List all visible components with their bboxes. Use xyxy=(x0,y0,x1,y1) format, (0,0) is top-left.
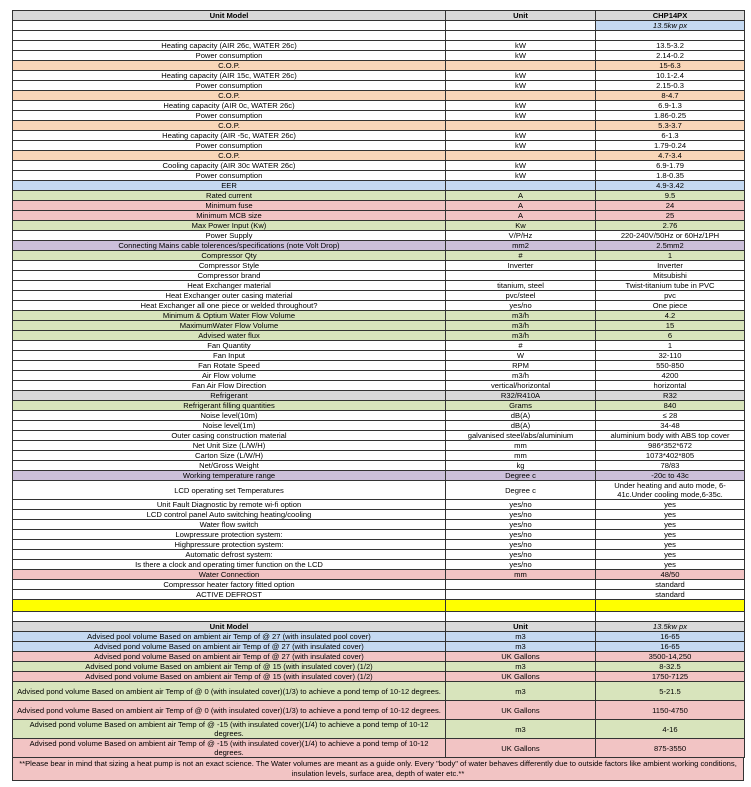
spec-value: pvc xyxy=(596,291,745,301)
spec-label: Working temperature range xyxy=(13,471,446,481)
spec-unit: kW xyxy=(446,141,596,151)
spec-row xyxy=(13,441,745,451)
separator-cell xyxy=(446,612,596,622)
spec-row xyxy=(13,520,745,530)
spec-label: Minimum MCB size xyxy=(13,211,446,221)
spec-value: Twist-titanium tube in PVC xyxy=(596,281,745,291)
spec-label: Minimum fuse xyxy=(13,201,446,211)
spec-value: 2.5mm2 xyxy=(596,241,745,251)
spec-label: Unit Fault Diagnostic by remote wi-fi option xyxy=(13,500,446,510)
spec-row xyxy=(13,101,745,111)
spec-value: yes xyxy=(596,530,745,540)
spec-value: One piece xyxy=(596,301,745,311)
spec-value: 34-48 xyxy=(596,421,745,431)
spec-value: 15 xyxy=(596,321,745,331)
spec-value: 4.9-3.42 xyxy=(596,181,745,191)
spec-row xyxy=(13,151,745,161)
spec-row xyxy=(13,371,745,381)
spec-label: ACTIVE DEFROST xyxy=(13,590,446,600)
spec-value: Mitsubishi xyxy=(596,271,745,281)
spec-label: Power consumption xyxy=(13,111,446,121)
spec-row xyxy=(13,580,745,590)
spec-row xyxy=(13,550,745,560)
spec-value: 1 xyxy=(596,251,745,261)
spec-row xyxy=(13,301,745,311)
header-model-size: 13.5kw px xyxy=(596,622,745,632)
spec-label: Net/Gross Weight xyxy=(13,461,446,471)
spec-unit xyxy=(446,590,596,600)
spec-value: 1 xyxy=(596,341,745,351)
spec-label: Advised pond volume Based on ambient air Temp of @ 0 (with insulated cover)(1/3) to achieve a pond temp of 10-12 degrees. xyxy=(13,701,446,720)
spec-row xyxy=(13,181,745,191)
spec-row xyxy=(13,191,745,201)
spec-label: Compressor brand xyxy=(13,271,446,281)
spec-unit: UK Gallons xyxy=(446,652,596,662)
spec-label: Water flow switch xyxy=(13,520,446,530)
separator-cell xyxy=(446,600,596,612)
separator-cell xyxy=(596,612,745,622)
spec-unit: m3 xyxy=(446,642,596,652)
spec-label: Air Flow volume xyxy=(13,371,446,381)
spec-unit: kW xyxy=(446,71,596,81)
spec-unit: kW xyxy=(446,51,596,61)
spec-row xyxy=(13,331,745,341)
spec-unit: galvanised steel/abs/aluminium xyxy=(446,431,596,441)
spec-value: aluminium body with ABS top cover xyxy=(596,431,745,441)
spec-value: 16-65 xyxy=(596,642,745,652)
spec-value: yes xyxy=(596,550,745,560)
spec-label: Fan Input xyxy=(13,351,446,361)
spec-row xyxy=(13,411,745,421)
spec-unit: Grams xyxy=(446,401,596,411)
spec-label: Power consumption xyxy=(13,51,446,61)
spec-row xyxy=(13,361,745,371)
spec-row xyxy=(13,271,745,281)
volume-header-row xyxy=(13,622,745,632)
spec-label: LCD control panel Auto switching heating/cooling xyxy=(13,510,446,520)
spec-label: Max Power Input (Kw) xyxy=(13,221,446,231)
spec-value: 4.7-3.4 xyxy=(596,151,745,161)
spec-label: Noise level(10m) xyxy=(13,411,446,421)
spec-value: 840 xyxy=(596,401,745,411)
spec-value: ≤ 28 xyxy=(596,411,745,421)
spec-unit: yes/no xyxy=(446,540,596,550)
spec-row xyxy=(13,510,745,520)
spec-label: Refrigerant xyxy=(13,391,446,401)
spec-label: LCD operating set Temperatures xyxy=(13,481,446,500)
spec-label: Advised pool volume Based on ambient air Temp of @ 27 (with insulated pool cover) xyxy=(13,632,446,642)
spec-unit: yes/no xyxy=(446,520,596,530)
spec-label: Is there a clock and operating timer function on the LCD xyxy=(13,560,446,570)
spec-row xyxy=(13,391,745,401)
spec-unit: yes/no xyxy=(446,500,596,510)
spec-row xyxy=(13,570,745,580)
spec-unit: kg xyxy=(446,461,596,471)
spec-value: yes xyxy=(596,520,745,530)
spec-row xyxy=(13,401,745,411)
spec-value: 10.1-2.4 xyxy=(596,71,745,81)
spec-row xyxy=(13,341,745,351)
spec-unit xyxy=(446,580,596,590)
spec-value: 5.3-3.7 xyxy=(596,121,745,131)
volume-row xyxy=(13,652,745,662)
separator-cell xyxy=(13,612,446,622)
spec-label: Compressor heater factory fitted option xyxy=(13,580,446,590)
spec-row xyxy=(13,231,745,241)
spec-value: 1150-4750 xyxy=(596,701,745,720)
spec-label: Carton Size (L/W/H) xyxy=(13,451,446,461)
spec-row xyxy=(13,311,745,321)
spec-label: Power consumption xyxy=(13,81,446,91)
spec-value: yes xyxy=(596,540,745,550)
spec-value: 1073*402*805 xyxy=(596,451,745,461)
spec-label: Advised water flux xyxy=(13,331,446,341)
spec-unit: kW xyxy=(446,101,596,111)
spec-unit: # xyxy=(446,251,596,261)
yellow-separator-row xyxy=(13,600,745,612)
spec-unit: Inverter xyxy=(446,261,596,271)
spec-subheader-row xyxy=(13,21,745,31)
spec-label: Refrigerant filling quantities xyxy=(13,401,446,411)
spec-unit: yes/no xyxy=(446,550,596,560)
volume-row xyxy=(13,662,745,672)
volume-row xyxy=(13,632,745,642)
volume-row xyxy=(13,720,745,739)
spec-label: Heating capacity (AIR 26c, WATER 26c) xyxy=(13,41,446,51)
volume-row xyxy=(13,672,745,682)
spec-label: Fan Rotate Speed xyxy=(13,361,446,371)
spec-row xyxy=(13,590,745,600)
spec-row xyxy=(13,481,745,500)
spec-value: 875-3550 xyxy=(596,739,745,758)
spec-row xyxy=(13,141,745,151)
spec-label: Advised pond volume Based on ambient air Temp of @ 15 (with insulated cover) (1/2) xyxy=(13,672,446,682)
spec-unit: kW xyxy=(446,131,596,141)
spec-value: standard xyxy=(596,590,745,600)
spec-label: Fan Quantity xyxy=(13,341,446,351)
spec-unit: A xyxy=(446,191,596,201)
spec-unit: m3/h xyxy=(446,321,596,331)
volume-row xyxy=(13,682,745,701)
spec-row xyxy=(13,431,745,441)
spec-value: 1750-7125 xyxy=(596,672,745,682)
spec-unit: m3 xyxy=(446,720,596,739)
spec-unit: yes/no xyxy=(446,530,596,540)
spec-label: Advised pond volume Based on ambient air Temp of @ 0 (with insulated cover)(1/3) to achieve a pond temp of 10-12 degrees. xyxy=(13,682,446,701)
spec-value: 48/50 xyxy=(596,570,745,580)
spec-row xyxy=(13,91,745,101)
spec-row xyxy=(13,81,745,91)
spec-unit: Degree c xyxy=(446,481,596,500)
spec-label: Compressor Style xyxy=(13,261,446,271)
header-model: CHP14PX xyxy=(596,11,745,21)
spec-value: 6 xyxy=(596,331,745,341)
spec-unit: m3 xyxy=(446,662,596,672)
spec-value: Inverter xyxy=(596,261,745,271)
spec-unit: # xyxy=(446,341,596,351)
spec-unit: kW xyxy=(446,81,596,91)
spec-value: 15-6.3 xyxy=(596,61,745,71)
spec-value: -20c to 43c xyxy=(596,471,745,481)
spec-row xyxy=(13,461,745,471)
spec-label: Compressor Qty xyxy=(13,251,446,261)
spec-label: Power consumption xyxy=(13,141,446,151)
spec-unit: Degree c xyxy=(446,471,596,481)
spec-label xyxy=(13,31,446,41)
spec-row xyxy=(13,421,745,431)
volume-row xyxy=(13,701,745,720)
spec-row xyxy=(13,61,745,71)
spec-label: Advised pond volume Based on ambient air Temp of @ 27 (with insulated cover) xyxy=(13,642,446,652)
spec-unit: titanium, steel xyxy=(446,281,596,291)
spec-label: Advised pond volume Based on ambient air Temp of @ -15 (with insulated cover)(1/4) to achieve a pond temp of 10-12 degrees. xyxy=(13,720,446,739)
spec-value: 9.5 xyxy=(596,191,745,201)
spec-value: 220-240V/50Hz or 60Hz/1PH xyxy=(596,231,745,241)
spec-value: 8-4.7 xyxy=(596,91,745,101)
spec-unit: mm xyxy=(446,451,596,461)
spec-unit: UK Gallons xyxy=(446,672,596,682)
spec-value: 1.8-0.35 xyxy=(596,171,745,181)
spec-unit: kW xyxy=(446,161,596,171)
spec-row xyxy=(13,71,745,81)
spec-row xyxy=(13,201,745,211)
spec-row xyxy=(13,121,745,131)
spec-label: Advised pond volume Based on ambient air Temp of @ -15 (with insulated cover)(1/4) to achieve a pond temp of 10-12 degrees. xyxy=(13,739,446,758)
spec-unit: kW xyxy=(446,41,596,51)
spec-label: Heat Exchanger all one piece or welded throughout? xyxy=(13,301,446,311)
spec-value: Under heating and auto mode, 6-41c.Under cooling mode,6-35c. xyxy=(596,481,745,500)
spec-value xyxy=(596,31,745,41)
header-unit: Unit xyxy=(446,11,596,21)
spec-value: R32 xyxy=(596,391,745,401)
spec-unit: yes/no xyxy=(446,510,596,520)
spec-row xyxy=(13,451,745,461)
spec-row xyxy=(13,281,745,291)
subheader-blank-1 xyxy=(13,21,446,31)
spec-row xyxy=(13,161,745,171)
spec-value: horizontal xyxy=(596,381,745,391)
spec-label: Heating capacity (AIR 0c, WATER 26c) xyxy=(13,101,446,111)
spec-row xyxy=(13,251,745,261)
spec-label: Advised pond volume Based on ambient air Temp of @ 27 (with insulated cover) xyxy=(13,652,446,662)
spec-value: 6-1.3 xyxy=(596,131,745,141)
spec-value: yes xyxy=(596,560,745,570)
spec-row xyxy=(13,351,745,361)
spec-value: 24 xyxy=(596,201,745,211)
spec-unit: RPM xyxy=(446,361,596,371)
spec-row xyxy=(13,111,745,121)
spec-value: 78/83 xyxy=(596,461,745,471)
spec-unit: mm xyxy=(446,441,596,451)
spec-unit: m3 xyxy=(446,682,596,701)
spec-unit: pvc/steel xyxy=(446,291,596,301)
spec-unit xyxy=(446,121,596,131)
spec-unit: m3/h xyxy=(446,331,596,341)
spec-label: Advised pond volume Based on ambient air Temp of @ 15 (with insulated cover) (1/2) xyxy=(13,662,446,672)
spec-value: 8-32.5 xyxy=(596,662,745,672)
spec-row xyxy=(13,560,745,570)
spec-row xyxy=(13,261,745,271)
spec-unit: vertical/horizontal xyxy=(446,381,596,391)
spec-unit: mm xyxy=(446,570,596,580)
spec-row xyxy=(13,241,745,251)
spec-unit: kW xyxy=(446,171,596,181)
spec-unit: m3 xyxy=(446,632,596,642)
subheader-blank-2 xyxy=(446,21,596,31)
spec-unit: V/P/Hz xyxy=(446,231,596,241)
spec-unit xyxy=(446,31,596,41)
spec-row xyxy=(13,291,745,301)
separator-cell xyxy=(13,600,446,612)
spec-label: Heat Exchanger outer casing material xyxy=(13,291,446,301)
spec-unit: W xyxy=(446,351,596,361)
spec-row xyxy=(13,500,745,510)
spec-label: Minimum & Optium Water Flow Volume xyxy=(13,311,446,321)
header-unit-model: Unit Model xyxy=(13,622,446,632)
spec-unit: dB(A) xyxy=(446,411,596,421)
spec-label: Connecting Mains cable tolerences/specifications (note Volt Drop) xyxy=(13,241,446,251)
spec-unit: Kw xyxy=(446,221,596,231)
spec-row xyxy=(13,381,745,391)
spec-unit: A xyxy=(446,211,596,221)
spec-label: Cooling capacity (AIR 30c WATER 26c) xyxy=(13,161,446,171)
spec-row xyxy=(13,41,745,51)
spec-unit: m3/h xyxy=(446,311,596,321)
spec-value: 6.9-1.3 xyxy=(596,101,745,111)
spec-label: Rated current xyxy=(13,191,446,201)
spec-unit xyxy=(446,181,596,191)
spec-unit: m3/h xyxy=(446,371,596,381)
spec-row xyxy=(13,471,745,481)
spec-label: Power Supply xyxy=(13,231,446,241)
spec-unit: UK Gallons xyxy=(446,739,596,758)
spec-unit: yes/no xyxy=(446,301,596,311)
spec-label: C.O.P. xyxy=(13,91,446,101)
spec-label: Heat Exchanger material xyxy=(13,281,446,291)
spec-label: C.O.P. xyxy=(13,121,446,131)
spec-unit xyxy=(446,61,596,71)
spec-unit xyxy=(446,151,596,161)
spec-label: Noise level(1m) xyxy=(13,421,446,431)
separator-cell xyxy=(596,600,745,612)
spec-row xyxy=(13,51,745,61)
spec-unit: dB(A) xyxy=(446,421,596,431)
spec-value: 2.14-0.2 xyxy=(596,51,745,61)
spec-value: 5-21.5 xyxy=(596,682,745,701)
spec-sheet xyxy=(12,10,744,781)
spec-value: 16-65 xyxy=(596,632,745,642)
spec-label: Outer casing construction material xyxy=(13,431,446,441)
header-unit-model: Unit Model xyxy=(13,11,446,21)
spec-label: C.O.P. xyxy=(13,61,446,71)
spec-table xyxy=(12,10,745,758)
spec-label: Net Unit Size (L/W/H) xyxy=(13,441,446,451)
spec-label: Fan Air Flow Direction xyxy=(13,381,446,391)
spec-value: 2.76 xyxy=(596,221,745,231)
spec-value: 6.9-1.79 xyxy=(596,161,745,171)
spec-label: Automatic defrost system: xyxy=(13,550,446,560)
volume-row xyxy=(13,739,745,758)
spec-value: 13.5-3.2 xyxy=(596,41,745,51)
spec-value: 25 xyxy=(596,211,745,221)
spec-value: 1.86-0.25 xyxy=(596,111,745,121)
spec-row xyxy=(13,31,745,41)
spec-value: 2.15-0.3 xyxy=(596,81,745,91)
spec-row xyxy=(13,221,745,231)
volume-row xyxy=(13,642,745,652)
spec-unit: UK Gallons xyxy=(446,701,596,720)
spec-value: 4.2 xyxy=(596,311,745,321)
spec-label: Highpressure protection system: xyxy=(13,540,446,550)
spec-unit: R32/R410A xyxy=(446,391,596,401)
spec-value: 986*352*672 xyxy=(596,441,745,451)
spec-value: 550-850 xyxy=(596,361,745,371)
spec-unit: kW xyxy=(446,111,596,121)
spec-value: yes xyxy=(596,510,745,520)
header-unit: Unit xyxy=(446,622,596,632)
spec-row xyxy=(13,131,745,141)
spec-label: Lowpressure protection system: xyxy=(13,530,446,540)
spec-row xyxy=(13,540,745,550)
spec-header-row xyxy=(13,11,745,21)
spec-value: standard xyxy=(596,580,745,590)
spec-value: 3500-14,250 xyxy=(596,652,745,662)
spec-row xyxy=(13,211,745,221)
spec-label: MaximumWater Flow Volume xyxy=(13,321,446,331)
spec-label: Power consumption xyxy=(13,171,446,181)
spec-value: 1.79-0.24 xyxy=(596,141,745,151)
spec-unit: A xyxy=(446,201,596,211)
spec-unit: mm2 xyxy=(446,241,596,251)
blank-separator-row xyxy=(13,612,745,622)
sizing-disclaimer-note: **Please bear in mind that sizing a heat pump is not an exact science. The Water volumes are meant as a guide only. Every "body" of water behaves differently due to outside factors like ambient working conditions, insulation levels, surface area, depth of water etc.** xyxy=(12,758,744,781)
spec-label: Heating capacity (AIR 15c, WATER 26c) xyxy=(13,71,446,81)
spec-value: 32-110 xyxy=(596,351,745,361)
spec-unit xyxy=(446,271,596,281)
spec-unit xyxy=(446,91,596,101)
spec-value: yes xyxy=(596,500,745,510)
spec-row xyxy=(13,171,745,181)
subheader-model-size: 13.5kw px xyxy=(596,21,745,31)
spec-value: 4200 xyxy=(596,371,745,381)
spec-row xyxy=(13,321,745,331)
spec-label: EER xyxy=(13,181,446,191)
spec-label: C.O.P. xyxy=(13,151,446,161)
spec-label: Water Connection xyxy=(13,570,446,580)
spec-value: 4-16 xyxy=(596,720,745,739)
spec-row xyxy=(13,530,745,540)
spec-label: Heating capacity (AIR -5c, WATER 26c) xyxy=(13,131,446,141)
spec-unit: yes/no xyxy=(446,560,596,570)
